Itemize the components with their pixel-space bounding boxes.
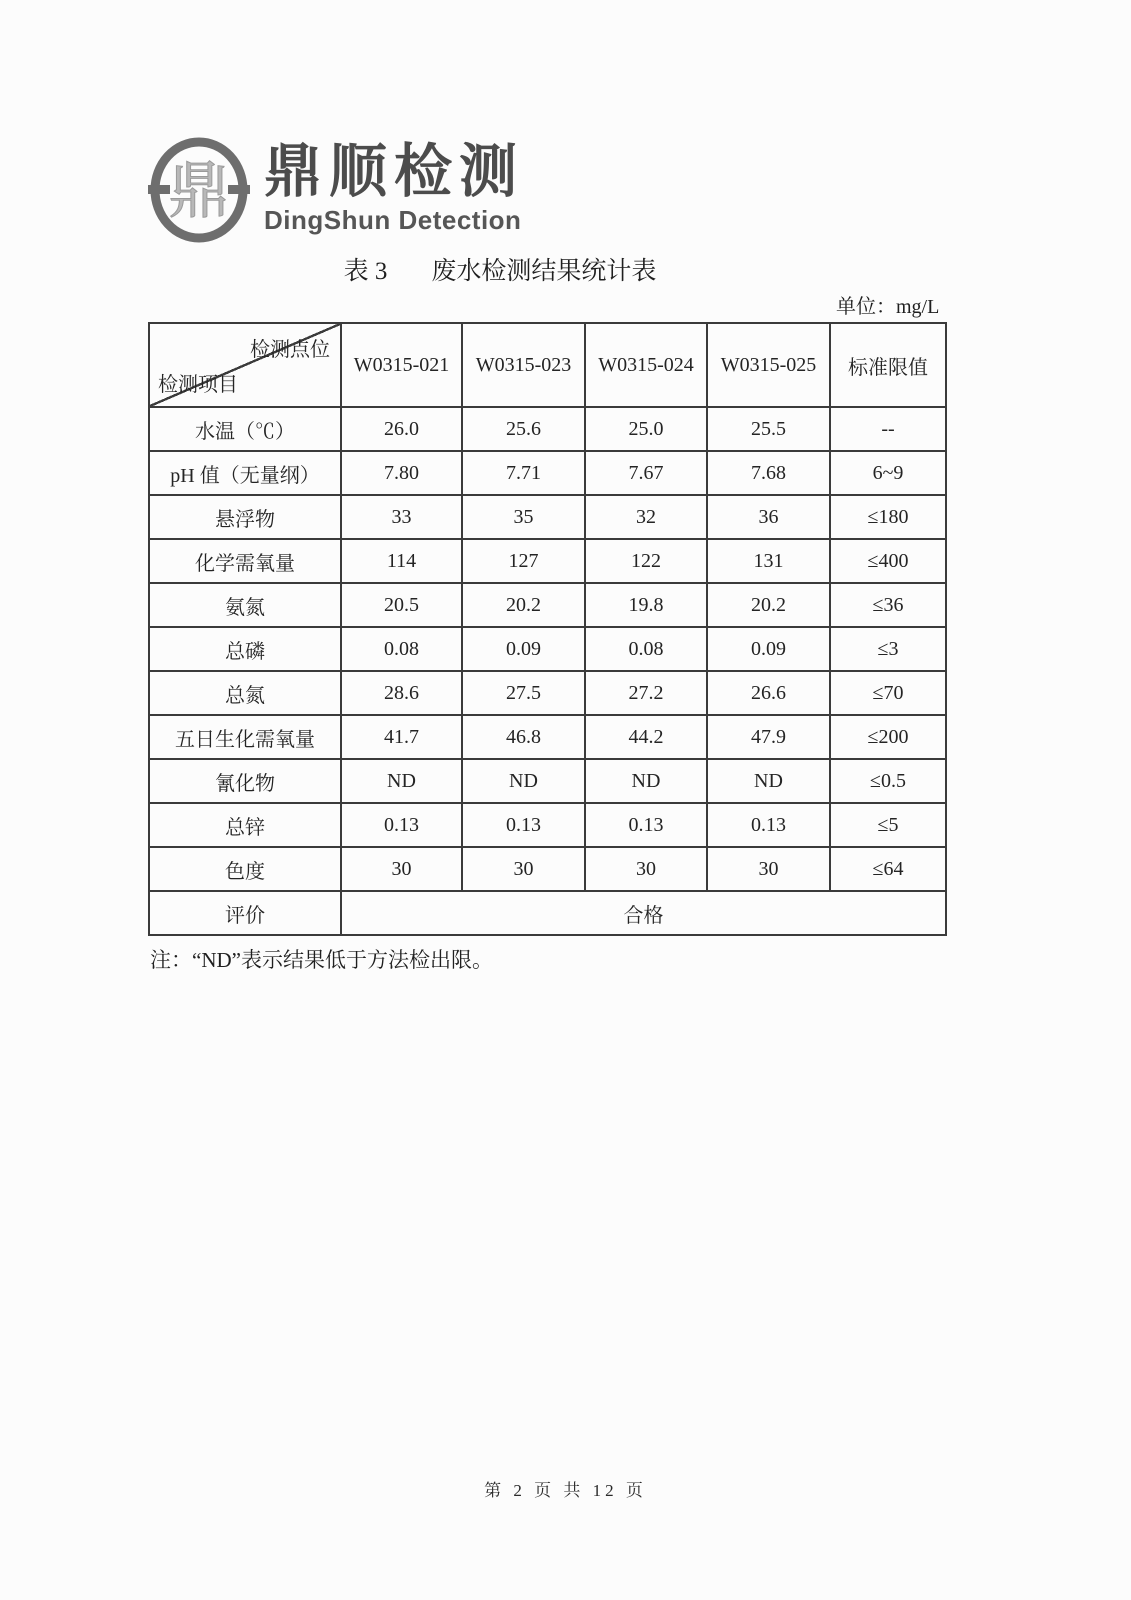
cell-value: 36 bbox=[707, 495, 830, 539]
cell-value: 25.0 bbox=[585, 407, 707, 451]
cell-value: 0.13 bbox=[707, 803, 830, 847]
cell-value: 114 bbox=[341, 539, 462, 583]
column-header: W0315-023 bbox=[462, 323, 585, 407]
cell-value: 27.2 bbox=[585, 671, 707, 715]
cell-value: 47.9 bbox=[707, 715, 830, 759]
cell-value: 0.08 bbox=[585, 627, 707, 671]
table-row bbox=[149, 495, 946, 539]
row-label: 悬浮物 bbox=[149, 495, 341, 539]
row-label: 氰化物 bbox=[149, 759, 341, 803]
cell-value: 127 bbox=[462, 539, 585, 583]
column-header: W0315-024 bbox=[585, 323, 707, 407]
corner-label-items: 检测项目 bbox=[158, 374, 238, 396]
cell-limit: -- bbox=[830, 407, 946, 451]
cell-limit: ≤180 bbox=[830, 495, 946, 539]
cell-value: 7.68 bbox=[707, 451, 830, 495]
logo-emblem-icon bbox=[148, 136, 250, 244]
table-row bbox=[149, 627, 946, 671]
table-row bbox=[149, 803, 946, 847]
cell-value: 30 bbox=[341, 847, 462, 891]
summary-row bbox=[149, 891, 946, 935]
summary-value: 合格 bbox=[341, 891, 946, 935]
cell-value: 20.5 bbox=[341, 583, 462, 627]
row-label: 色度 bbox=[149, 847, 341, 891]
cell-value: 20.2 bbox=[707, 583, 830, 627]
corner-cell bbox=[149, 323, 341, 407]
cell-value: 46.8 bbox=[462, 715, 585, 759]
cell-value: 35 bbox=[462, 495, 585, 539]
cell-value: 41.7 bbox=[341, 715, 462, 759]
cell-value: 19.8 bbox=[585, 583, 707, 627]
header-row bbox=[149, 323, 946, 407]
row-label: 五日生化需氧量 bbox=[149, 715, 341, 759]
cell-value: ND bbox=[462, 759, 585, 803]
column-header: 标准限值 bbox=[830, 323, 946, 407]
row-label: pH 值（无量纲） bbox=[149, 451, 341, 495]
row-label: 水温（℃） bbox=[149, 407, 341, 451]
table-row bbox=[149, 715, 946, 759]
table-row bbox=[149, 451, 946, 495]
summary-label: 评价 bbox=[149, 891, 341, 935]
cell-value: 20.2 bbox=[462, 583, 585, 627]
cell-value: 7.71 bbox=[462, 451, 585, 495]
cell-limit: ≤3 bbox=[830, 627, 946, 671]
cell-value: 33 bbox=[341, 495, 462, 539]
cell-value: 7.80 bbox=[341, 451, 462, 495]
cell-value: 7.67 bbox=[585, 451, 707, 495]
table-row bbox=[149, 671, 946, 715]
table-title-text: 废水检测结果统计表 bbox=[431, 258, 657, 285]
cell-value: 0.09 bbox=[707, 627, 830, 671]
row-label: 化学需氧量 bbox=[149, 539, 341, 583]
cell-value: 25.6 bbox=[462, 407, 585, 451]
cell-limit: ≤70 bbox=[830, 671, 946, 715]
cell-limit: ≤5 bbox=[830, 803, 946, 847]
page-number: 第 2 页 共 12 页 bbox=[484, 1481, 647, 1500]
cell-value: 25.5 bbox=[707, 407, 830, 451]
logo-text bbox=[264, 136, 524, 236]
cell-value: 30 bbox=[707, 847, 830, 891]
cell-value: 44.2 bbox=[585, 715, 707, 759]
cell-value: ND bbox=[341, 759, 462, 803]
company-logo bbox=[148, 136, 524, 244]
table-row bbox=[149, 539, 946, 583]
cell-limit: ≤200 bbox=[830, 715, 946, 759]
cell-value: 27.5 bbox=[462, 671, 585, 715]
cell-value: 30 bbox=[585, 847, 707, 891]
cell-value: ND bbox=[707, 759, 830, 803]
unit-label: 单位：mg/L bbox=[836, 296, 940, 318]
cell-limit: 6~9 bbox=[830, 451, 946, 495]
cell-limit: ≤400 bbox=[830, 539, 946, 583]
cell-value: 28.6 bbox=[341, 671, 462, 715]
cell-value: ND bbox=[585, 759, 707, 803]
table-row bbox=[149, 407, 946, 451]
cell-value: 122 bbox=[585, 539, 707, 583]
cell-limit: ≤36 bbox=[830, 583, 946, 627]
cell-value: 26.0 bbox=[341, 407, 462, 451]
cell-value: 30 bbox=[462, 847, 585, 891]
footnote: 注：“ND”表示结果低于方法检出限。 bbox=[150, 948, 493, 972]
row-label: 氨氮 bbox=[149, 583, 341, 627]
row-label: 总磷 bbox=[149, 627, 341, 671]
svg-text:鼎: 鼎 bbox=[167, 158, 231, 226]
cell-value: 0.13 bbox=[341, 803, 462, 847]
logo-name-en: DingShun Detection bbox=[264, 204, 522, 235]
cell-limit: ≤0.5 bbox=[830, 759, 946, 803]
cell-value: 0.09 bbox=[462, 627, 585, 671]
column-header: W0315-025 bbox=[707, 323, 830, 407]
row-label: 总氮 bbox=[149, 671, 341, 715]
cell-value: 32 bbox=[585, 495, 707, 539]
cell-value: 0.13 bbox=[462, 803, 585, 847]
column-header: W0315-021 bbox=[341, 323, 462, 407]
cell-limit: ≤64 bbox=[830, 847, 946, 891]
table-row bbox=[149, 583, 946, 627]
cell-value: 26.6 bbox=[707, 671, 830, 715]
row-label: 总锌 bbox=[149, 803, 341, 847]
results-table bbox=[148, 322, 947, 936]
cell-value: 0.08 bbox=[341, 627, 462, 671]
logo-name-cn: 鼎顺检测 bbox=[264, 139, 525, 204]
cell-value: 0.13 bbox=[585, 803, 707, 847]
table-row bbox=[149, 759, 946, 803]
table-number: 表 3 bbox=[343, 258, 388, 285]
corner-label-points: 检测点位 bbox=[250, 339, 330, 361]
table-title bbox=[0, 251, 1000, 287]
table-row bbox=[149, 847, 946, 891]
cell-value: 131 bbox=[707, 539, 830, 583]
